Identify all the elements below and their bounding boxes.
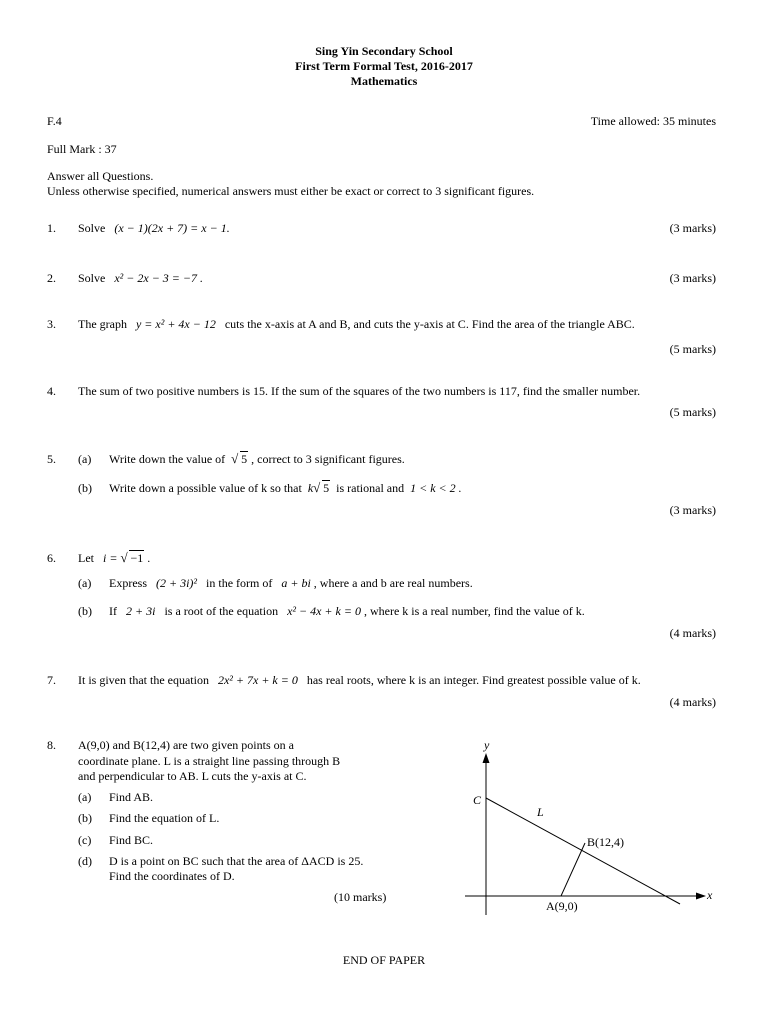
q5a-label: (a) — [78, 452, 92, 466]
y-axis-arrow-icon — [483, 753, 490, 763]
sqrt-icon: √ 5 — [313, 480, 330, 495]
q6a-label: (a) — [78, 576, 92, 590]
q6-let-word: Let — [78, 551, 94, 565]
q5-number: 5. — [47, 452, 56, 466]
q8b-label: (b) — [78, 811, 92, 825]
q8-intro-1: A(9,0) and B(12,4) are two given points on a — [78, 738, 294, 752]
q8d-text-2: Find the coordinates of D. — [109, 869, 235, 883]
q5a-text-2: , correct to 3 significant figures. — [251, 452, 405, 466]
q6-let — [78, 551, 150, 566]
q6b-text-3: , where k is a real number, find the value of k. — [363, 604, 585, 618]
q1-marks: (3 marks) — [669, 221, 716, 235]
q7-marks: (4 marks) — [669, 695, 716, 709]
q8a-label: (a) — [78, 790, 92, 804]
q6-radicand: −1 — [130, 551, 144, 565]
q3-text-b: cuts the x-axis at A and B, and cuts the y-axis at C. Find the area of the triangle ABC. — [224, 317, 635, 331]
end-of-paper: END OF PAPER — [342, 953, 426, 967]
point-b-label: B(12,4) — [587, 835, 624, 849]
line-l-label: L — [537, 805, 544, 819]
subject-title: Mathematics — [350, 74, 418, 88]
q8-diagram — [440, 735, 730, 925]
q6a-form: a + bi — [281, 576, 311, 590]
q6-number: 6. — [47, 551, 56, 565]
q5b-inequality: 1 < k < 2 . — [410, 481, 462, 495]
q8c-text: Find BC. — [109, 833, 154, 847]
q6a-text-3: , where a and b are real numbers. — [313, 576, 473, 590]
q3-text — [78, 317, 635, 332]
q2-number: 2. — [47, 271, 56, 285]
q7-number: 7. — [47, 673, 56, 687]
full-mark: Full Mark : 37 — [47, 142, 117, 156]
q1-expression: (x − 1)(2x + 7) = x − 1. — [114, 221, 230, 235]
q7-text — [78, 673, 641, 688]
q5b-text-1: Write down a possible value of k so that — [109, 481, 302, 495]
q5a-text — [109, 452, 405, 467]
line-l — [486, 798, 680, 904]
q7-text-a: It is given that the equation — [78, 673, 209, 687]
q5b-radicand: 5 — [323, 481, 330, 495]
q1-number: 1. — [47, 221, 56, 235]
q6b-text — [109, 604, 585, 619]
q4-number: 4. — [47, 384, 56, 398]
sqrt-icon: √ 5 — [231, 451, 248, 466]
q6b-root: 2 + 3i — [126, 604, 156, 618]
q6-i-end: . — [147, 551, 151, 565]
point-c-label: C — [473, 793, 482, 807]
x-axis-arrow-icon — [696, 893, 706, 900]
q6b-text-1: If — [109, 604, 117, 618]
q2-solve: Solve — [78, 271, 106, 285]
q5b-text-2: is rational and — [336, 481, 405, 495]
q8c-label: (c) — [78, 833, 92, 847]
q8-intro-2: coordinate plane. L is a straight line passing through B — [78, 754, 341, 768]
q1-solve: Solve — [78, 221, 106, 235]
x-axis-label: x — [707, 888, 713, 902]
point-a-label: A(9,0) — [546, 899, 578, 913]
instruction-line-2: Unless otherwise specified, numerical answers must either be exact or correct to 3 significant figures. — [47, 184, 535, 198]
q5b-text — [109, 481, 462, 496]
q4-text: The sum of two positive numbers is 15. If the sum of the squares of the two numbers is 117, find the smaller number. — [78, 384, 641, 398]
q8d-text-1: D is a point on BC such that the area of ΔACD is 25. — [109, 854, 364, 868]
q5b-label: (b) — [78, 481, 92, 495]
q4-marks: (5 marks) — [669, 405, 716, 419]
time-allowed: Time allowed: 35 minutes — [590, 114, 716, 128]
q5-marks: (3 marks) — [669, 503, 716, 517]
q5a-text-1: Write down the value of — [109, 452, 226, 466]
q8d-label: (d) — [78, 854, 92, 868]
q6a-text-2: in the form of — [206, 576, 273, 590]
q7-expression: 2x² + 7x + k = 0 — [217, 673, 298, 687]
segment-ab — [561, 843, 585, 896]
instruction-line-1: Answer all Questions. — [47, 169, 154, 183]
q8-intro-3: and perpendicular to AB. L cuts the y-axis at C. — [78, 769, 307, 783]
q6b-equation: x² − 4x + k = 0 — [287, 604, 361, 618]
q8a-text: Find AB. — [109, 790, 154, 804]
school-name: Sing Yin Secondary School — [315, 44, 453, 58]
q3-expression: y = x² + 4x − 12 — [135, 317, 216, 331]
q2-marks: (3 marks) — [669, 271, 716, 285]
q2-text — [78, 271, 203, 286]
q1-text — [78, 221, 230, 236]
q8-marks: (10 marks) — [334, 890, 387, 904]
q8-number: 8. — [47, 738, 56, 752]
q8b-text: Find the equation of L. — [109, 811, 220, 825]
q2-expression: x² − 2x − 3 = −7 . — [114, 271, 203, 285]
q7-text-b: has real roots, where k is an integer. Find greatest possible value of k. — [306, 673, 641, 687]
q6a-text-1: Express — [109, 576, 147, 590]
q6-i-def: i = — [103, 551, 118, 565]
q3-marks: (5 marks) — [669, 342, 716, 356]
q6a-expression: (2 + 3i)² — [156, 576, 198, 590]
y-axis-label: y — [484, 738, 490, 752]
test-title: First Term Formal Test, 2016-2017 — [295, 59, 473, 73]
sqrt-icon: √ −1 — [120, 550, 144, 565]
q3-number: 3. — [47, 317, 56, 331]
q3-text-a: The graph — [78, 317, 127, 331]
q6-marks: (4 marks) — [669, 626, 716, 640]
q6b-label: (b) — [78, 604, 92, 618]
q6b-text-2: is a root of the equation — [164, 604, 279, 618]
form-label: F.4 — [47, 114, 62, 128]
q6a-text — [109, 576, 473, 591]
q5a-radicand: 5 — [241, 452, 248, 466]
q5b-k: k — [307, 481, 314, 495]
